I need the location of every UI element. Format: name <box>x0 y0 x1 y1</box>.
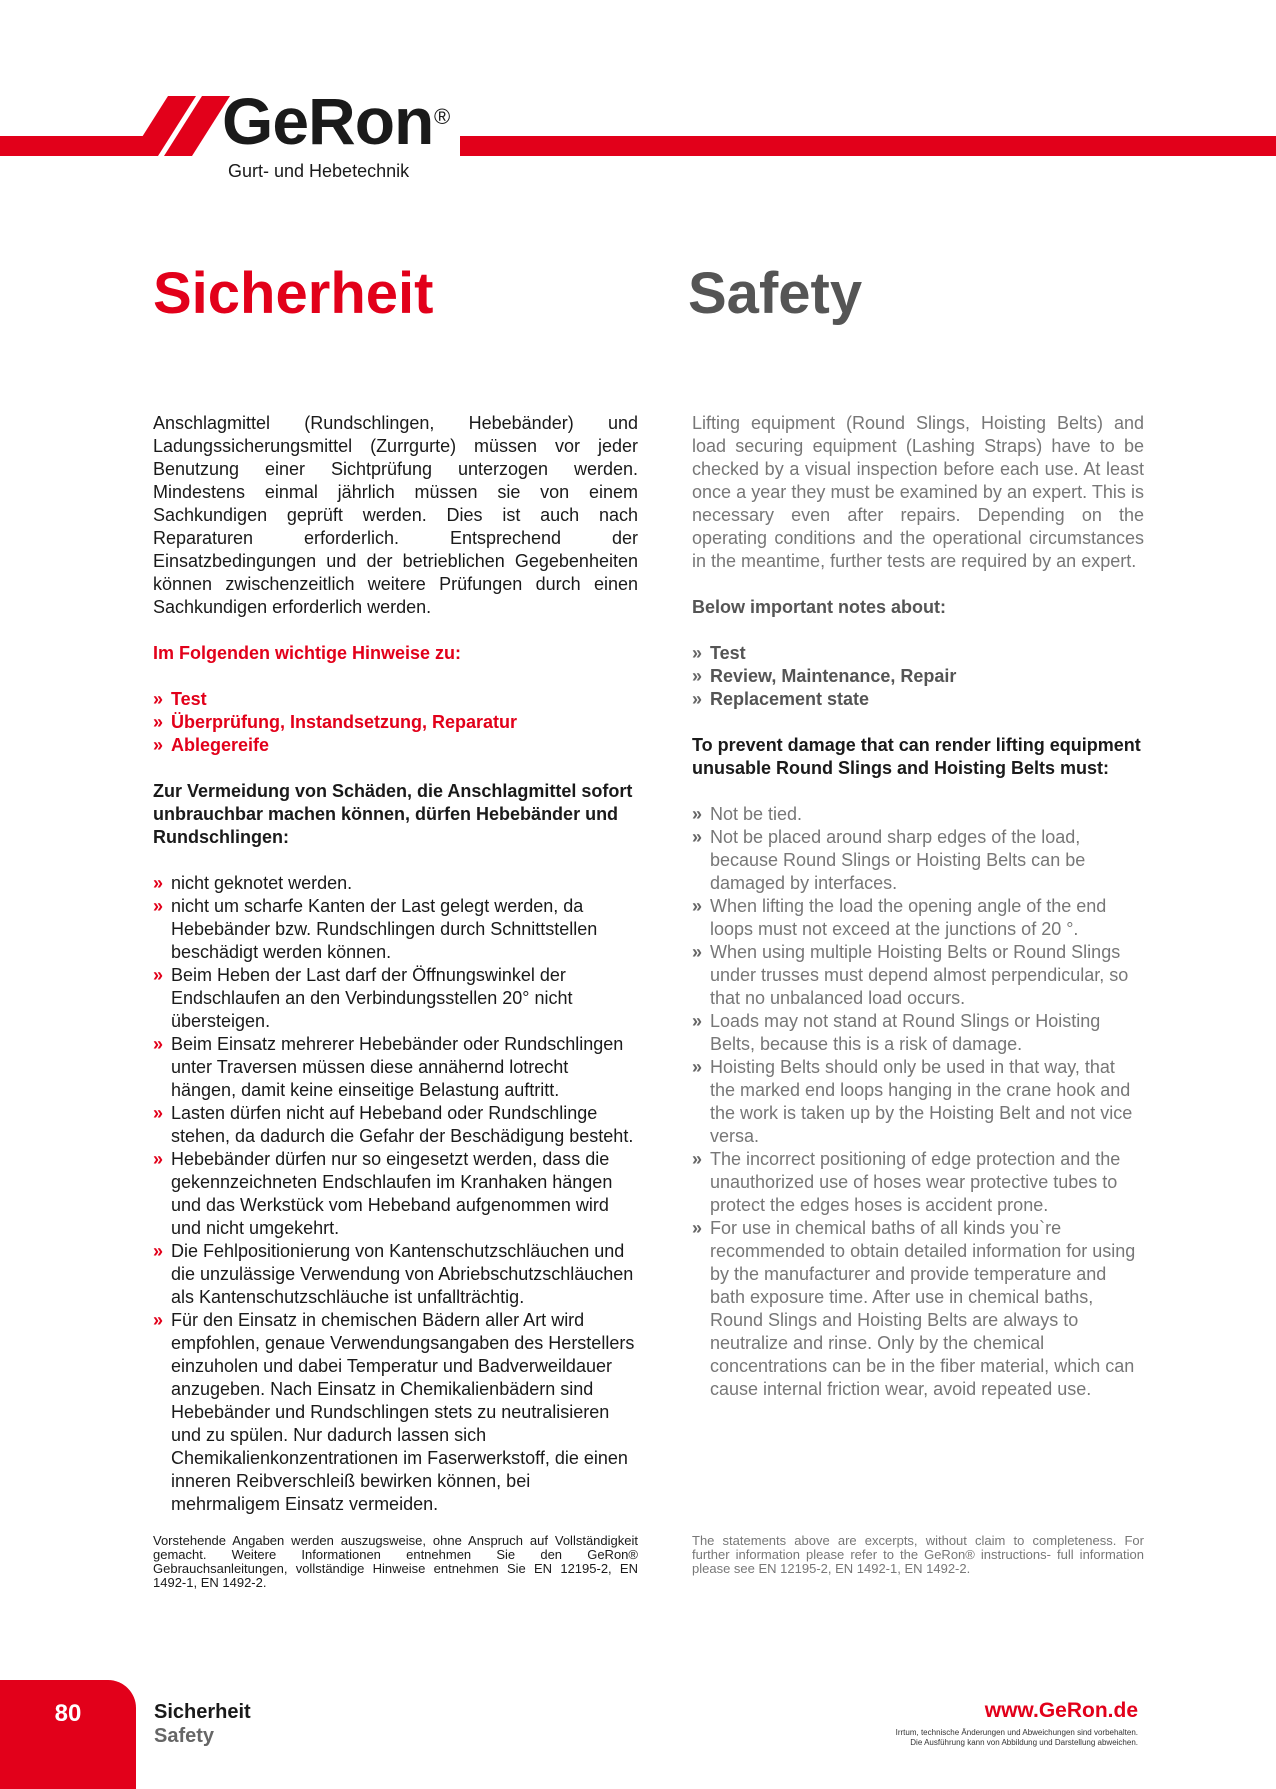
double-chevron-right-icon: » <box>692 643 703 663</box>
double-chevron-right-icon: » <box>692 1149 703 1169</box>
footer-section-german: Sicherheit <box>154 1701 251 1723</box>
list-item: » Loads may not stand at Round Slings or Hoisting Belts, because this is a risk of damage. <box>692 1011 1101 1054</box>
list-item: » Die Fehlpositionierung von Kantenschutzschläuchen und die unzulässige Verwendung von Abriebschutzschläuchen als Kantenschutzschläuche ist unfallträchtig. <box>153 1241 634 1307</box>
list-item: » Überprüfung, Instandsetzung, Reparatur <box>153 712 518 732</box>
footer-section-english: Safety <box>154 1725 215 1747</box>
english-rules-list <box>692 803 1144 1401</box>
list-item: » When lifting the load the opening angle of the end loops must not exceed at the junctions of 20 °. <box>692 896 1107 939</box>
double-chevron-right-icon: » <box>153 735 164 755</box>
brand-registered-mark: ® <box>434 104 451 129</box>
english-topic-list <box>692 642 1144 711</box>
list-item: » Test <box>692 643 746 663</box>
list-item: » Lasten dürfen nicht auf Hebeband oder Rundschlinge stehen, da dadurch die Gefahr der Beschädigung besteht. <box>153 1103 634 1146</box>
double-chevron-right-icon: » <box>692 896 703 916</box>
list-item: » Beim Heben der Last darf der Öffnungswinkel der Endschlaufen an den Verbindungsstellen 20° nicht übersteigen. <box>153 965 573 1031</box>
list-item: » Hoisting Belts should only be used in that way, that the marked end loops hanging in the crane hook and the work is taken up by the Hoisting Belt and not vice versa. <box>692 1057 1133 1146</box>
page-title-english: Safety <box>688 261 863 326</box>
double-chevron-right-icon: » <box>692 942 703 962</box>
double-chevron-right-icon: » <box>692 666 703 686</box>
page-number-tab <box>0 1680 136 1789</box>
list-item: » Review, Maintenance, Repair <box>692 666 957 686</box>
german-notes-heading: Im Folgenden wichtige Hinweise zu: <box>153 643 462 663</box>
german-column <box>153 412 638 1516</box>
list-item: » Not be placed around sharp edges of the load, because Round Slings or Hoisting Belts can be damaged by interfaces. <box>692 827 1086 893</box>
list-item: » When using multiple Hoisting Belts or Round Slings under trusses must depend almost perpendicular, so that no unbalanced load occurs. <box>692 942 1129 1008</box>
list-item: » For use in chemical baths of all kinds you`re recommended to obtain detailed information for using by the manufacturer and provide temperature and bath exposure time. After use in chemical baths, Round Slings and Hoisting Belts are always to neutralize and rinse. Only by the chemical concentrations can be in the fiber material, which can cause internal friction wear, avoid repeated use. <box>692 1218 1136 1399</box>
list-item: » Ablegereife <box>153 735 270 755</box>
page-title-german: Sicherheit <box>153 261 434 326</box>
double-chevron-right-icon: » <box>692 1218 703 1238</box>
website-link[interactable]: www.GeRon.de <box>984 1699 1138 1722</box>
english-intro: Lifting equipment (Round Slings, Hoisting Belts) and load securing equipment (Lashing Straps) have to be checked by a visual inspection before each use. At least once a year they must be examined by an expert. This is necessary even after repairs. Depending on the operating conditions and the operational circumstances in the meantime, further tests are required by an expert. <box>692 413 1144 571</box>
double-chevron-right-icon: » <box>692 1011 703 1031</box>
double-chevron-right-icon: » <box>153 689 164 709</box>
double-chevron-right-icon: » <box>153 712 164 732</box>
double-chevron-right-icon: » <box>153 965 164 985</box>
german-warning: Zur Vermeidung von Schäden, die Anschlagmittel sofort unbrauchbar machen können, dürfen Hebebänder und Rundschlingen: <box>153 781 633 847</box>
double-chevron-right-icon: » <box>692 827 703 847</box>
brand-tagline: Gurt- und Hebetechnik <box>228 161 410 181</box>
double-chevron-right-icon: » <box>153 1034 164 1054</box>
german-rules-list <box>153 872 638 1516</box>
double-chevron-right-icon: » <box>153 1149 164 1169</box>
list-item: » Replacement state <box>692 689 870 709</box>
list-item: » Test <box>153 689 207 709</box>
english-column <box>692 412 1144 1401</box>
brand-logo-text: GeRon <box>222 84 434 158</box>
german-footnote: Vorstehende Angaben werden auszugsweise, ohne Anspruch auf Vollständigkeit gemacht. Weitere Informationen entnehmen Sie den GeRon® Gebrauchsanleitungen, vollständige Hinweise entnehmen Sie EN 12195-2, EN 1492-1, EN 1492-2. <box>153 1533 638 1590</box>
german-intro: Anschlagmittel (Rundschlingen, Hebebänder) und Ladungssicherungsmittel (Zurrgurte) müssen vor jeder Benutzung einer Sichtprüfung unterzogen werden. Mindestens einmal jährlich müssen sie von einem Sachkundigen geprüft werden. Dies ist auch nach Reparaturen erforderlich. Entsprechend der Einsatzbedingungen und der betrieblichen Gegebenheiten können zwischenzeitlich weitere Prüfungen durch einen Sachkundigen erforderlich werden. <box>153 413 638 617</box>
double-chevron-right-icon: » <box>153 1103 164 1123</box>
list-item: » nicht geknotet werden. <box>153 873 353 893</box>
english-warning: To prevent damage that can render lifting equipment unusable Round Slings and Hoisting Belts must: <box>692 735 1141 778</box>
list-item: » Für den Einsatz in chemischen Bädern aller Art wird empfohlen, genaue Verwendungsangaben des Herstellers einzuholen und dabei Temperatur und Badverweildauer anzugeben. Nach Einsatz in Chemikalienbädern sind Hebebänder und Rundschlingen stets zu neutralisieren und zu spülen. Nur dadurch lassen sich Chemikalienkonzentrationen im Faserwerkstoff, die einen inneren Reibverschleiß bewirken können, bei mehrmaligem Einsatz vermeiden. <box>153 1310 635 1514</box>
double-chevron-right-icon: » <box>692 689 703 709</box>
german-topic-list <box>153 688 638 757</box>
double-chevron-right-icon: » <box>153 1241 164 1261</box>
double-chevron-right-icon: » <box>153 1310 164 1330</box>
double-chevron-right-icon: » <box>153 896 164 916</box>
double-chevron-right-icon: » <box>692 804 703 824</box>
footer-disclaimer <box>778 1728 1138 1748</box>
list-item: » Not be tied. <box>692 804 803 824</box>
english-notes-heading: Below important notes about: <box>692 597 946 617</box>
double-chevron-right-icon: » <box>153 873 164 893</box>
list-item: » Beim Einsatz mehrerer Hebebänder oder Rundschlingen unter Traversen müssen diese annähernd lotrecht hängen, damit keine einseitige Belastung auftritt. <box>153 1034 624 1100</box>
list-item: » The incorrect positioning of edge protection and the unauthorized use of hoses wear protective tubes to protect the edges hoses is accident prone. <box>692 1149 1121 1215</box>
english-footnote: The statements above are excerpts, without claim to completeness. For further information please refer to the GeRon® instructions- full information please see EN 12195-2, EN 1492-1, EN 1492-2. <box>692 1533 1144 1576</box>
disclaimer-line: Irrtum, technische Änderungen und Abweichungen sind vorbehalten. <box>895 1728 1138 1737</box>
header-red-bar-right <box>452 136 1276 156</box>
page-number: 80 <box>54 1700 82 1727</box>
list-item: » Hebebänder dürfen nur so eingesetzt werden, dass die gekennzeichneten Endschlaufen im Kranhaken hängen und das Werkstück vom Hebeband aufgenommen wird und nicht umgekehrt. <box>153 1149 613 1238</box>
list-item: » nicht um scharfe Kanten der Last gelegt werden, da Hebebänder bzw. Rundschlingen durch Schnittstellen beschädigt werden können. <box>153 896 598 962</box>
disclaimer-line: Die Ausführung kann von Abbildung und Darstellung abweichen. <box>910 1738 1138 1747</box>
double-chevron-right-icon: » <box>692 1057 703 1077</box>
